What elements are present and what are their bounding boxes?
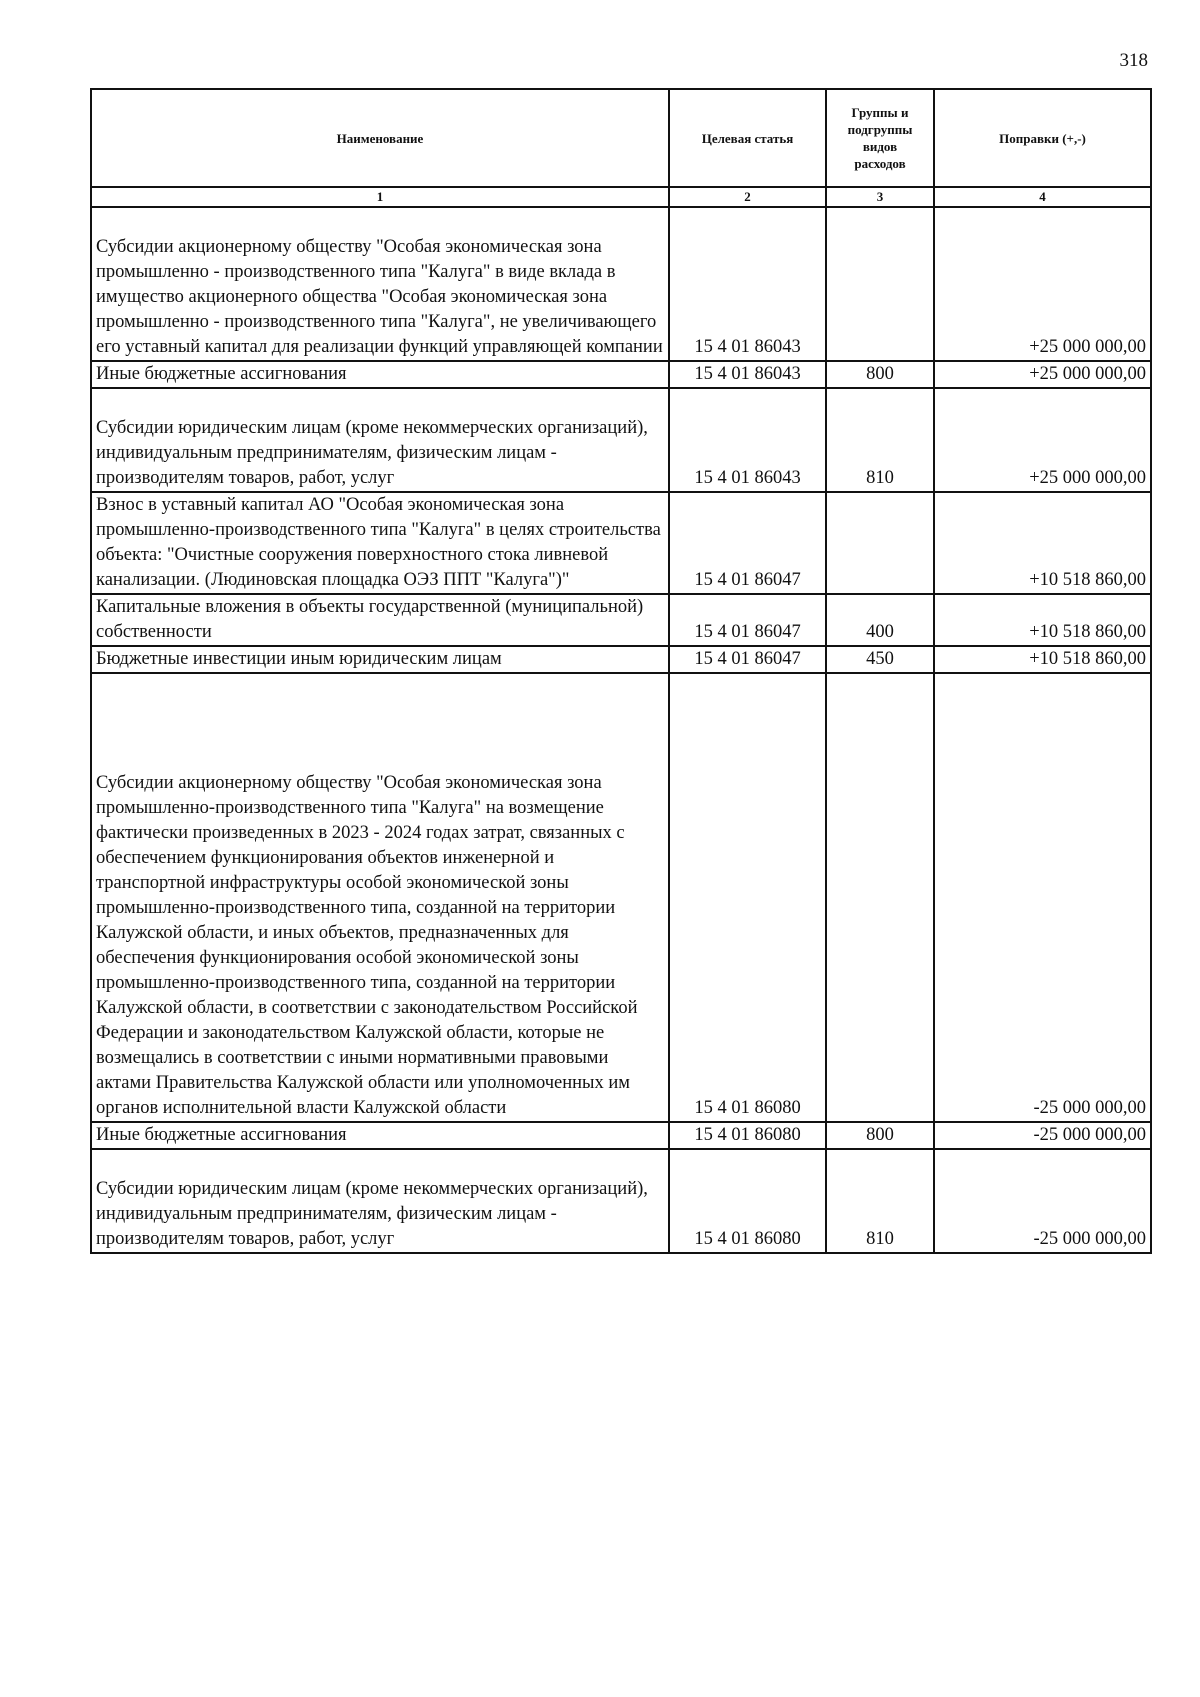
row-amount: +25 000 000,00 [934,388,1151,492]
table-row [91,207,1151,361]
column-number-row [91,187,1151,207]
row-group: 450 [826,646,934,673]
row-group: 800 [826,361,934,388]
row-name: Субсидии юридическим лицам (кроме некоммерческих организаций), индивидуальным предпринимателям, физическим лицам - производителям товаров, работ, услуг [91,1149,669,1253]
row-name: Иные бюджетные ассигнования [91,1122,669,1149]
row-target-code: 15 4 01 86047 [669,646,826,673]
table-header-row [91,89,1151,187]
row-group [826,207,934,361]
row-group: 810 [826,1149,934,1253]
column-number-3: 3 [826,187,934,207]
row-target-code: 15 4 01 86080 [669,1122,826,1149]
table-row [91,492,1151,594]
row-target-code: 15 4 01 86047 [669,594,826,646]
header-target-article: Целевая статья [669,89,826,187]
budget-amendments-table [90,88,1152,1254]
row-name: Капитальные вложения в объекты государственной (муниципальной) собственности [91,594,669,646]
row-target-code: 15 4 01 86043 [669,388,826,492]
table-row [91,646,1151,673]
row-group: 810 [826,388,934,492]
row-amount: +25 000 000,00 [934,207,1151,361]
row-amount: -25 000 000,00 [934,1149,1151,1253]
row-amount: +25 000 000,00 [934,361,1151,388]
row-group: 800 [826,1122,934,1149]
header-amendments: Поправки (+,-) [934,89,1151,187]
header-group-line-3: видов [862,139,898,154]
table-row [91,361,1151,388]
row-group [826,492,934,594]
page-number: 318 [1119,50,1148,71]
row-name: Взнос в уставный капитал АО "Особая экономическая зона промышленно-производственного типа "Калуга" в целях строительства объекта: "Очистные сооружения поверхностного стока ливневой канализации. (Людиновская площадка ОЭЗ ППТ "Калуга")" [91,492,669,594]
table-row [91,594,1151,646]
row-name: Бюджетные инвестиции иным юридическим лицам [91,646,669,673]
row-amount: +10 518 860,00 [934,646,1151,673]
row-amount: +10 518 860,00 [934,594,1151,646]
header-group-line-1: Группы и [851,105,909,120]
row-group [826,673,934,1122]
row-target-code: 15 4 01 86043 [669,361,826,388]
row-name: Субсидии акционерному обществу "Особая экономическая зона промышленно-производственного типа "Калуга" на возмещение фактически произведенных в 2023 - 2024 годах затрат, связанных с обеспечением функционирования объектов инженерной и транспортной инфраструктуры особой экономической зоны промышленно-производственного типа, созданной на территории Калужской области, и иных объектов, предназначенных для обеспечения функционирования особой экономической зоны промышленно-производственного типа, созданной на территории Калужской области, в соответствии с законодательством Российской Федерации и законодательством Калужской области, которые не возмещались в соответствии с иными нормативными правовыми актами Правительства Калужской области или уполномоченных им органов исполнительной власти Калужской области [91,673,669,1122]
table-row [91,673,1151,1122]
row-target-code: 15 4 01 86047 [669,492,826,594]
row-amount: +10 518 860,00 [934,492,1151,594]
row-name: Иные бюджетные ассигнования [91,361,669,388]
row-amount: -25 000 000,00 [934,673,1151,1122]
header-group-line-4: расходов [854,156,906,171]
row-name: Субсидии акционерному обществу "Особая экономическая зона промышленно - производственного типа "Калуга" в виде вклада в имущество акционерного общества "Особая экономическая зона промышленно - производственного типа "Калуга", не увеличивающего его уставный капитал для реализации функций управляющей компании [91,207,669,361]
row-group: 400 [826,594,934,646]
table-row [91,1122,1151,1149]
table-row [91,1149,1151,1253]
column-number-4: 4 [934,187,1151,207]
header-name: Наименование [91,89,669,187]
row-target-code: 15 4 01 86043 [669,207,826,361]
row-amount: -25 000 000,00 [934,1122,1151,1149]
row-target-code: 15 4 01 86080 [669,673,826,1122]
header-expense-group [826,89,934,187]
row-name: Субсидии юридическим лицам (кроме некоммерческих организаций), индивидуальным предпринимателям, физическим лицам - производителям товаров, работ, услуг [91,388,669,492]
table-row [91,388,1151,492]
header-group-line-2: подгруппы [847,122,913,137]
column-number-1: 1 [91,187,669,207]
row-target-code: 15 4 01 86080 [669,1149,826,1253]
column-number-2: 2 [669,187,826,207]
